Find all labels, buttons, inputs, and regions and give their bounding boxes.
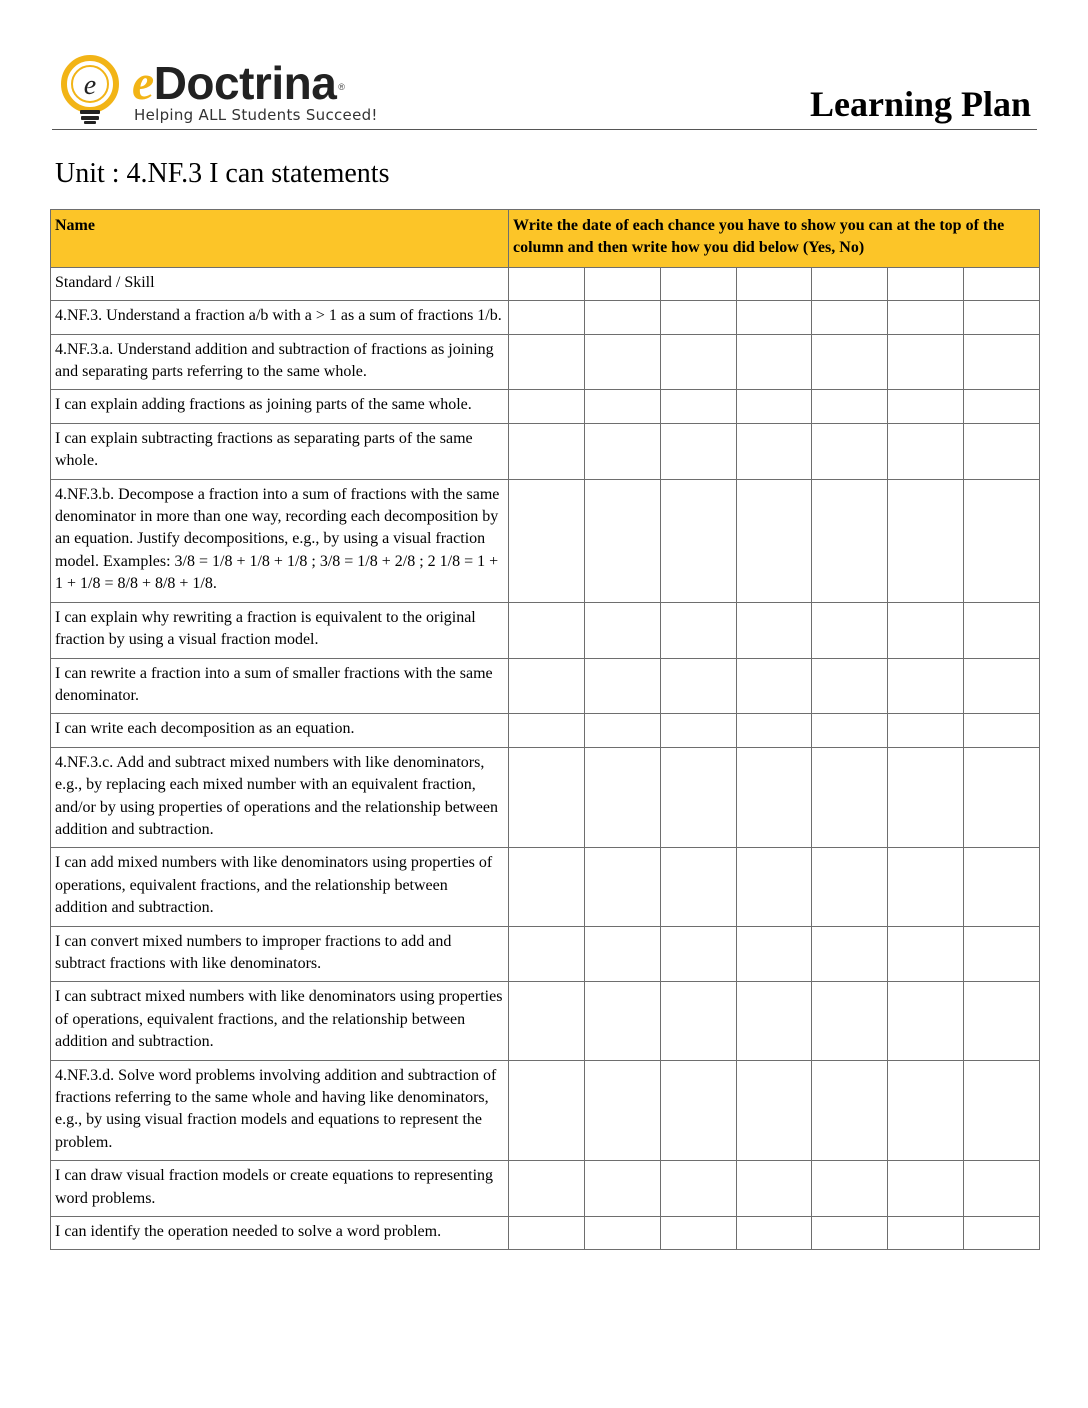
response-cell[interactable] xyxy=(509,1161,585,1217)
skill-statement: I can draw visual fraction models or create equations to representing word problems. xyxy=(51,1161,509,1217)
response-cell[interactable] xyxy=(888,334,964,390)
skill-statement: I can explain subtracting fractions as separating parts of the same whole. xyxy=(51,423,509,479)
table-row xyxy=(51,714,1040,747)
skill-statement: I can identify the operation needed to solve a word problem. xyxy=(51,1217,509,1250)
response-cell[interactable] xyxy=(812,714,888,747)
response-cell[interactable] xyxy=(964,423,1040,479)
table-row xyxy=(51,423,1040,479)
response-cell[interactable] xyxy=(964,479,1040,602)
date-cell[interactable] xyxy=(888,267,964,300)
response-cell[interactable] xyxy=(737,390,812,423)
response-cell[interactable] xyxy=(661,658,737,714)
response-cell[interactable] xyxy=(585,848,661,926)
table-row xyxy=(51,982,1040,1060)
response-cell[interactable] xyxy=(509,714,585,747)
response-cell[interactable] xyxy=(888,1217,964,1250)
response-cell[interactable] xyxy=(737,334,812,390)
response-cell[interactable] xyxy=(812,1060,888,1161)
response-cell[interactable] xyxy=(964,334,1040,390)
response-cell[interactable] xyxy=(964,658,1040,714)
table-row xyxy=(51,479,1040,602)
response-cell[interactable] xyxy=(661,301,737,334)
response-cell[interactable] xyxy=(585,602,661,658)
brand-rest: Doctrina xyxy=(153,57,337,109)
response-cell[interactable] xyxy=(661,334,737,390)
response-cell[interactable] xyxy=(585,301,661,334)
response-cell[interactable] xyxy=(812,301,888,334)
response-cell[interactable] xyxy=(661,848,737,926)
skill-statement: 4.NF.3.a. Understand addition and subtraction of fractions as joining and separating parts referring to the same whole. xyxy=(51,334,509,390)
response-cell[interactable] xyxy=(509,658,585,714)
skill-statement: 4.NF.3. Understand a fraction a/b with a > 1 as a sum of fractions 1/b. xyxy=(51,301,509,334)
response-cell[interactable] xyxy=(888,658,964,714)
response-cell[interactable] xyxy=(661,1161,737,1217)
response-cell[interactable] xyxy=(661,926,737,982)
response-cell[interactable] xyxy=(888,479,964,602)
response-cell[interactable] xyxy=(888,390,964,423)
response-cell[interactable] xyxy=(509,926,585,982)
response-cell[interactable] xyxy=(812,747,888,848)
response-cell[interactable] xyxy=(964,926,1040,982)
skill-statement: I can write each decomposition as an equation. xyxy=(51,714,509,747)
response-cell[interactable] xyxy=(888,602,964,658)
skill-statement: 4.NF.3.b. Decompose a fraction into a sum of fractions with the same denominator in more than one way, recording each decomposition by an equation. Justify decompositions, e.g., by using a visual fraction model. Examples: 3/8 = 1/8 + 1/8 + 1/8 ; 3/8 = 1/8 + 2/8 ; 2 1/8 = 1 + 1 + 1/8 = 8/8 + 8/8 + 1/8. xyxy=(51,479,509,602)
name-header: Name xyxy=(51,210,509,268)
response-cell[interactable] xyxy=(964,848,1040,926)
date-cell[interactable] xyxy=(509,267,585,300)
brand-e: e xyxy=(132,54,154,110)
response-cell[interactable] xyxy=(888,926,964,982)
response-cell[interactable] xyxy=(737,1161,812,1217)
response-cell[interactable] xyxy=(585,334,661,390)
response-cell[interactable] xyxy=(661,390,737,423)
response-cell[interactable] xyxy=(737,602,812,658)
response-cell[interactable] xyxy=(964,1217,1040,1250)
date-cell[interactable] xyxy=(737,267,812,300)
response-cell[interactable] xyxy=(737,848,812,926)
response-cell[interactable] xyxy=(737,423,812,479)
edoctrina-logo xyxy=(56,54,376,126)
response-cell[interactable] xyxy=(737,301,812,334)
response-cell[interactable] xyxy=(737,926,812,982)
table-row xyxy=(51,658,1040,714)
response-cell[interactable] xyxy=(509,334,585,390)
document-title: Learning Plan xyxy=(809,84,1031,124)
response-cell[interactable] xyxy=(964,1060,1040,1161)
response-cell[interactable] xyxy=(812,390,888,423)
response-cell[interactable] xyxy=(888,301,964,334)
date-cell[interactable] xyxy=(812,267,888,300)
response-cell[interactable] xyxy=(737,1060,812,1161)
date-cell[interactable] xyxy=(585,267,661,300)
lightbulb-icon xyxy=(56,54,128,126)
response-cell[interactable] xyxy=(661,479,737,602)
skill-statement: I can explain adding fractions as joining parts of the same whole. xyxy=(51,390,509,423)
response-cell[interactable] xyxy=(661,747,737,848)
response-cell[interactable] xyxy=(737,658,812,714)
brand-name xyxy=(132,56,344,113)
response-cell[interactable] xyxy=(585,658,661,714)
response-cell[interactable] xyxy=(585,390,661,423)
response-cell[interactable] xyxy=(964,301,1040,334)
skill-statement: I can convert mixed numbers to improper fractions to add and subtract fractions with like denominators. xyxy=(51,926,509,982)
table-header-row xyxy=(51,210,1040,268)
skill-statement: 4.NF.3.c. Add and subtract mixed numbers with like denominators, e.g., by replacing each mixed number with an equivalent fraction, and/or by using properties of operations and the relationship between addition and subtraction. xyxy=(51,747,509,848)
response-cell[interactable] xyxy=(812,602,888,658)
response-cell[interactable] xyxy=(509,602,585,658)
svg-text:e: e xyxy=(83,70,97,101)
response-cell[interactable] xyxy=(737,714,812,747)
registered-mark: ® xyxy=(338,81,345,92)
learning-plan-table xyxy=(50,209,1040,1250)
instructions-header: Write the date of each chance you have to show you can at the top of the column and then write how you did below (Yes, No) xyxy=(509,210,1040,268)
table-row xyxy=(51,1217,1040,1250)
response-cell[interactable] xyxy=(585,982,661,1060)
table-row xyxy=(51,747,1040,848)
response-cell[interactable] xyxy=(585,479,661,602)
date-cell[interactable] xyxy=(964,267,1040,300)
response-cell[interactable] xyxy=(888,982,964,1060)
response-cell[interactable] xyxy=(509,390,585,423)
response-cell[interactable] xyxy=(888,747,964,848)
response-cell[interactable] xyxy=(509,982,585,1060)
skill-statement: I can subtract mixed numbers with like denominators using properties of operations, equivalent fractions, and the relationship between addition and subtraction. xyxy=(51,982,509,1060)
table-row xyxy=(51,390,1040,423)
response-cell[interactable] xyxy=(964,747,1040,848)
response-cell[interactable] xyxy=(737,1217,812,1250)
response-cell[interactable] xyxy=(585,1161,661,1217)
response-cell[interactable] xyxy=(585,1060,661,1161)
response-cell[interactable] xyxy=(888,423,964,479)
response-cell[interactable] xyxy=(737,747,812,848)
table-row xyxy=(51,1161,1040,1217)
response-cell[interactable] xyxy=(585,747,661,848)
response-cell[interactable] xyxy=(661,1060,737,1161)
table-row xyxy=(51,848,1040,926)
response-cell[interactable] xyxy=(661,714,737,747)
response-cell[interactable] xyxy=(585,926,661,982)
response-cell[interactable] xyxy=(812,334,888,390)
standard-skill-label: Standard / Skill xyxy=(51,267,509,300)
response-cell[interactable] xyxy=(509,1060,585,1161)
response-cell[interactable] xyxy=(812,982,888,1060)
response-cell[interactable] xyxy=(812,479,888,602)
skill-statement: I can explain why rewriting a fraction is equivalent to the original fraction by using a visual fraction model. xyxy=(51,602,509,658)
response-cell[interactable] xyxy=(888,848,964,926)
date-cell[interactable] xyxy=(661,267,737,300)
response-cell[interactable] xyxy=(661,982,737,1060)
skill-statement: 4.NF.3.d. Solve word problems involving addition and subtraction of fractions referring to the same whole and having like denominators, e.g., by using visual fraction models and equations to represent the problem. xyxy=(51,1060,509,1161)
header-divider xyxy=(52,129,1037,130)
tagline: Helping ALL Students Succeed! xyxy=(134,106,378,124)
table-row xyxy=(51,1060,1040,1161)
response-cell[interactable] xyxy=(585,1217,661,1250)
response-cell[interactable] xyxy=(509,747,585,848)
response-cell[interactable] xyxy=(812,1217,888,1250)
response-cell[interactable] xyxy=(661,1217,737,1250)
response-cell[interactable] xyxy=(509,301,585,334)
response-cell[interactable] xyxy=(812,658,888,714)
response-cell[interactable] xyxy=(964,390,1040,423)
table-row xyxy=(51,926,1040,982)
response-cell[interactable] xyxy=(812,926,888,982)
response-cell[interactable] xyxy=(812,1161,888,1217)
response-cell[interactable] xyxy=(964,1161,1040,1217)
response-cell[interactable] xyxy=(585,714,661,747)
table-row xyxy=(51,602,1040,658)
response-cell[interactable] xyxy=(585,423,661,479)
skill-statement: I can add mixed numbers with like denominators using properties of operations, equivalent fractions, and the relationship between addition and subtraction. xyxy=(51,848,509,926)
response-cell[interactable] xyxy=(737,982,812,1060)
response-cell[interactable] xyxy=(964,982,1040,1060)
response-cell[interactable] xyxy=(964,714,1040,747)
response-cell[interactable] xyxy=(888,1060,964,1161)
response-cell[interactable] xyxy=(661,602,737,658)
unit-title: Unit : 4.NF.3 I can statements xyxy=(55,158,390,189)
response-cell[interactable] xyxy=(509,1217,585,1250)
table-row xyxy=(51,301,1040,334)
response-cell[interactable] xyxy=(812,848,888,926)
response-cell[interactable] xyxy=(964,602,1040,658)
response-cell[interactable] xyxy=(812,423,888,479)
response-cell[interactable] xyxy=(509,423,585,479)
response-cell[interactable] xyxy=(737,479,812,602)
response-cell[interactable] xyxy=(661,423,737,479)
response-cell[interactable] xyxy=(509,479,585,602)
response-cell[interactable] xyxy=(888,1161,964,1217)
response-cell[interactable] xyxy=(888,714,964,747)
skill-statement: I can rewrite a fraction into a sum of smaller fractions with the same denominator. xyxy=(51,658,509,714)
table-row xyxy=(51,267,1040,300)
response-cell[interactable] xyxy=(509,848,585,926)
table-row xyxy=(51,334,1040,390)
